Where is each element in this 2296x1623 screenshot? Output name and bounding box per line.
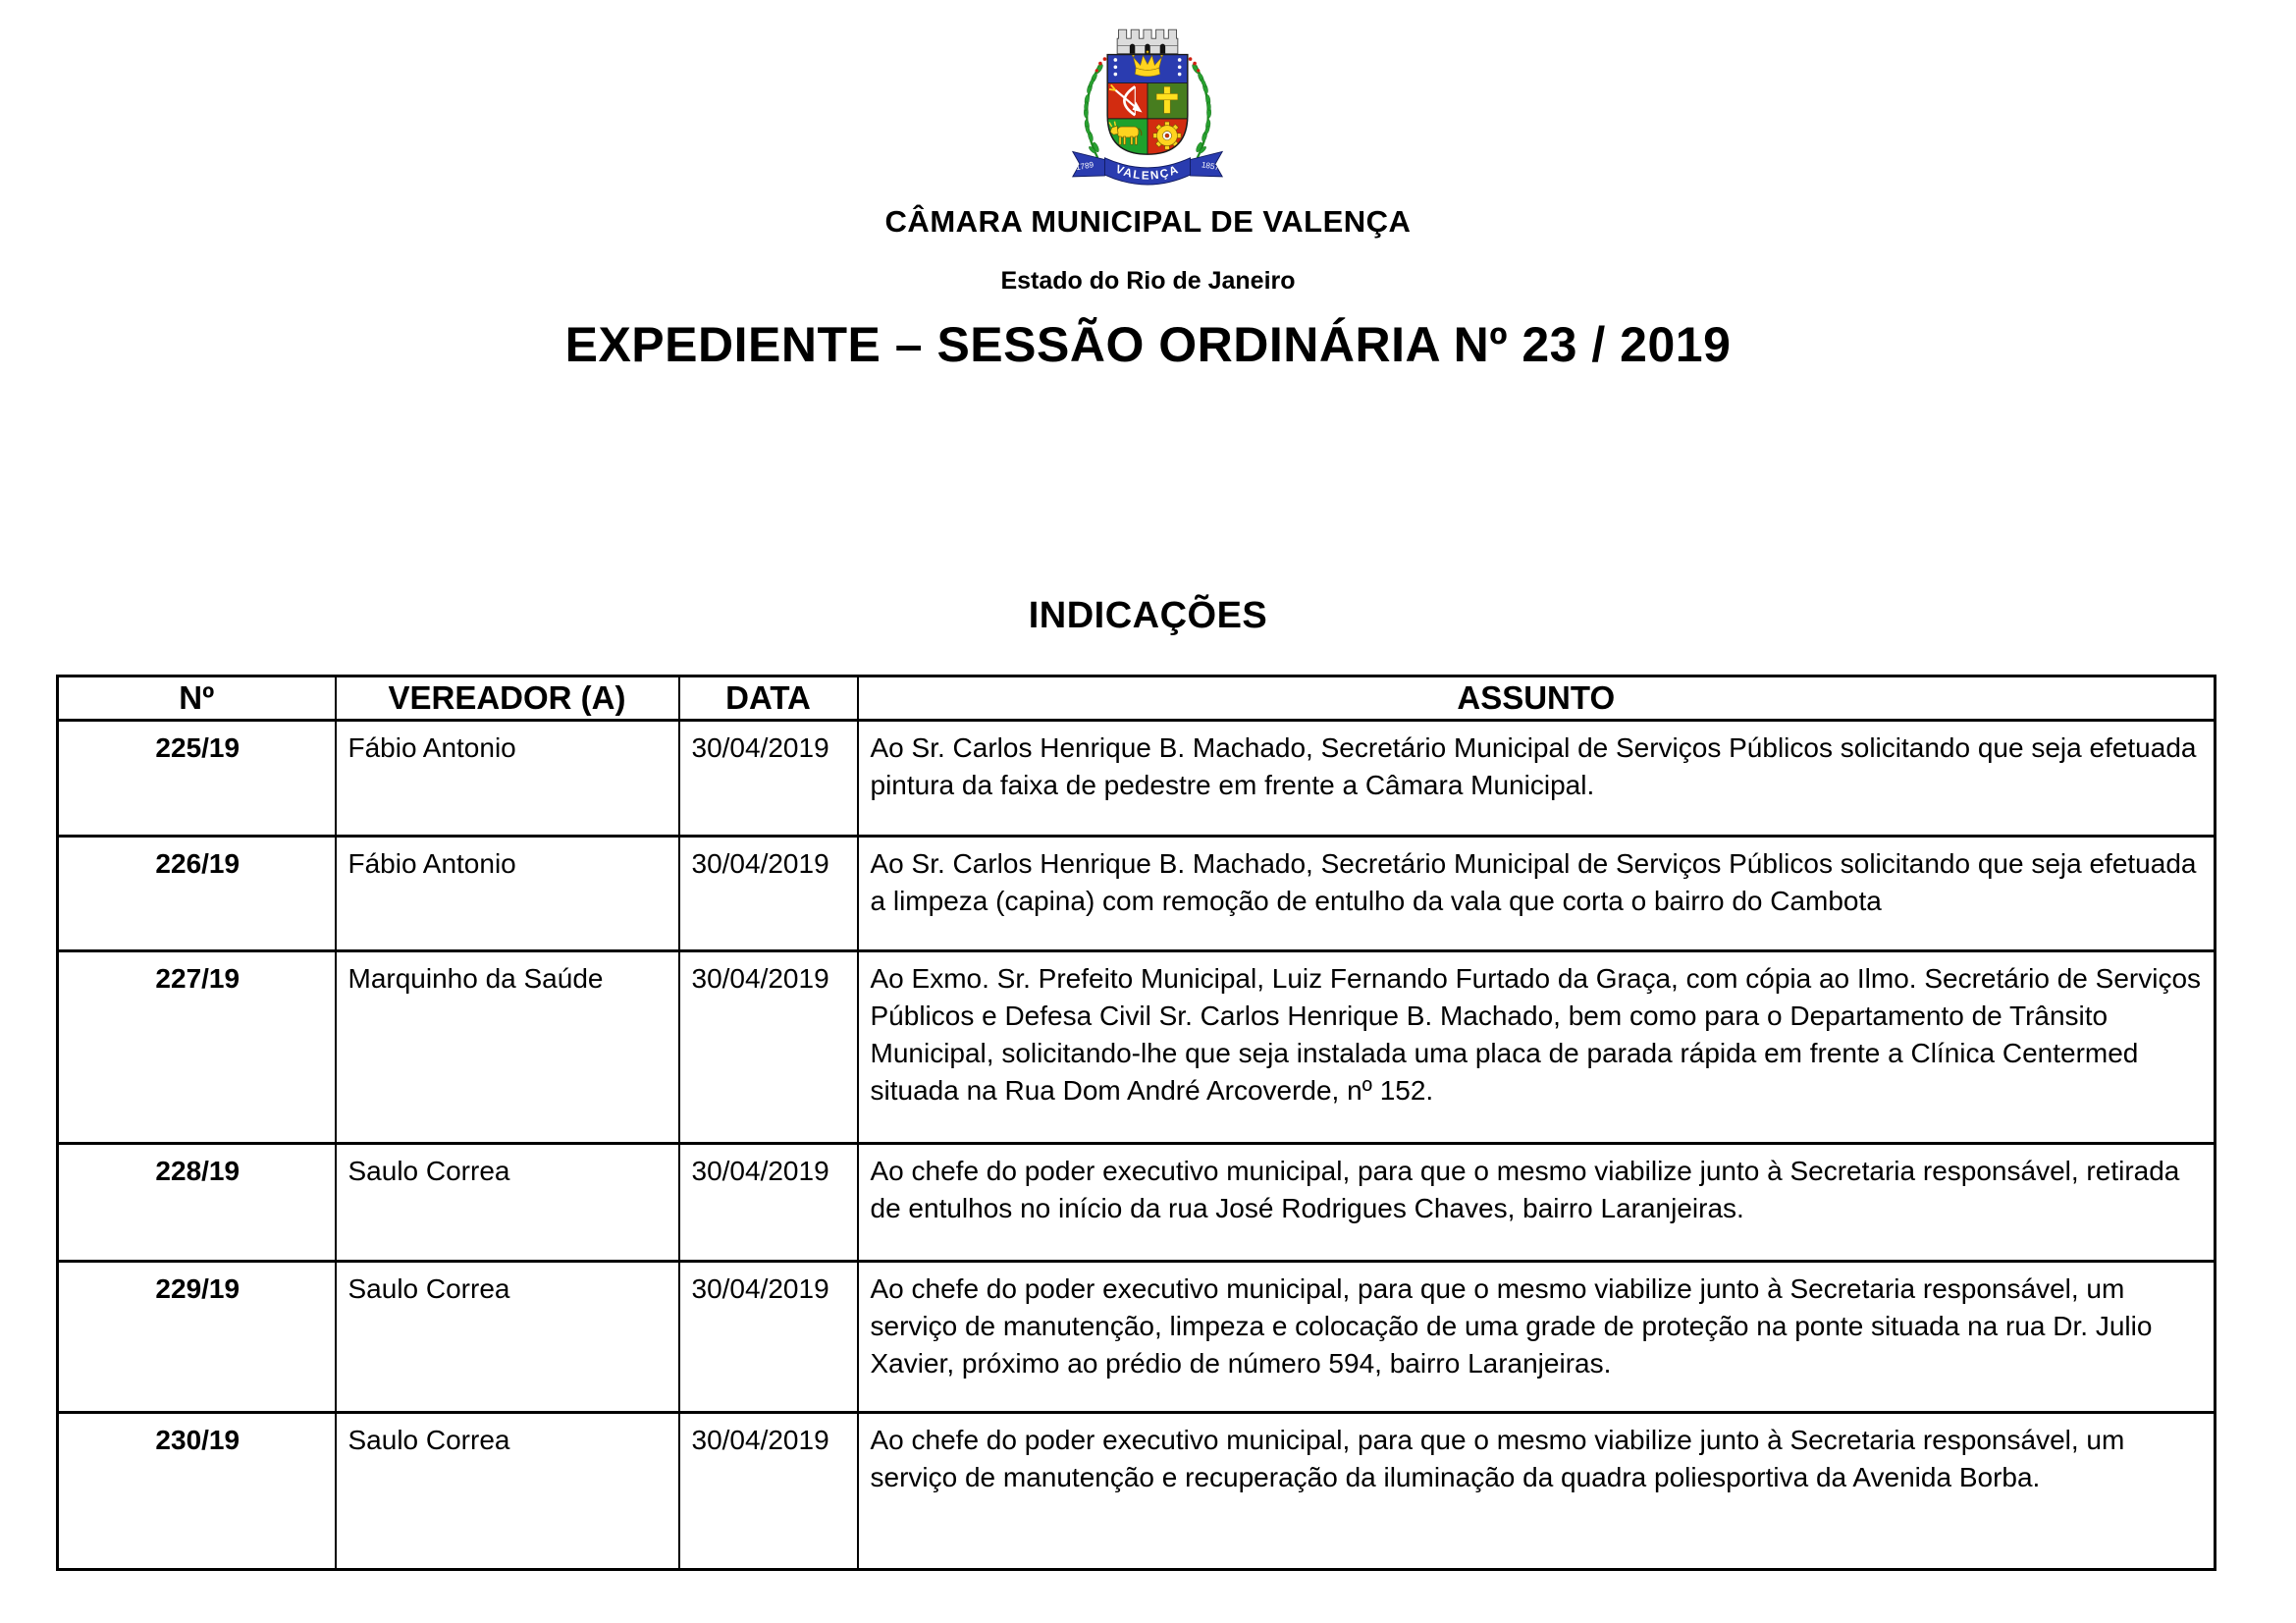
- table-header-row: [58, 676, 2216, 721]
- laurel-branch-right: [1188, 57, 1210, 158]
- numero-cell: 229/19: [58, 1262, 336, 1413]
- table-row: [58, 837, 2216, 951]
- org-name: CÂMARA MUNICIPAL DE VALENÇA: [884, 204, 1412, 239]
- document-title: EXPEDIENTE – SESSÃO ORDINÁRIA Nº 23 / 2019: [564, 317, 1732, 372]
- numero-cell: 226/19: [58, 837, 336, 951]
- indicacoes-table: [56, 675, 2216, 1571]
- ribbon-year-left: 1789: [1074, 160, 1095, 173]
- assunto-cell: Ao Sr. Carlos Henrique B. Machado, Secretário Municipal de Serviços Públicos solicitando que seja efetuada a limpeza (capina) com remoção de entulho da vala que corta o bairro do Cambota: [858, 837, 2216, 951]
- table-row: [58, 951, 2216, 1144]
- vereador-cell: Saulo Correa: [336, 1262, 679, 1413]
- data-cell: 30/04/2019: [679, 1413, 858, 1570]
- vereador-cell: Saulo Correa: [336, 1144, 679, 1262]
- section-title: INDICAÇÕES: [1028, 595, 1268, 636]
- laurel-branch-left: [1084, 57, 1106, 158]
- data-cell: 30/04/2019: [679, 1262, 858, 1413]
- table-row: [58, 721, 2216, 837]
- data-cell: 30/04/2019: [679, 721, 858, 837]
- col-header-assunto: ASSUNTO: [858, 676, 2216, 721]
- numero-cell: 230/19: [58, 1413, 336, 1570]
- ribbon-year-right: 1857: [1200, 160, 1220, 173]
- vereador-cell: Marquinho da Saúde: [336, 951, 679, 1144]
- data-cell: 30/04/2019: [679, 837, 858, 951]
- numero-cell: 225/19: [58, 721, 336, 837]
- col-header-numero: Nº: [58, 676, 336, 721]
- table-row: [58, 1262, 2216, 1413]
- coat-of-arms: [1058, 12, 1237, 194]
- col-header-vereador: VEREADOR (A): [336, 676, 679, 721]
- numero-cell: 227/19: [58, 951, 336, 1144]
- ribbon-text: VALENÇA: [1113, 162, 1181, 183]
- org-subtitle: Estado do Rio de Janeiro: [1000, 267, 1296, 295]
- vereador-cell: Fábio Antonio: [336, 721, 679, 837]
- mural-crown-icon: [1117, 29, 1178, 53]
- data-cell: 30/04/2019: [679, 1144, 858, 1262]
- assunto-cell: Ao Sr. Carlos Henrique B. Machado, Secretário Municipal de Serviços Públicos solicitando que seja efetuada pintura da faixa de pedestre em frente a Câmara Municipal.: [858, 721, 2216, 837]
- assunto-cell: Ao chefe do poder executivo municipal, para que o mesmo viabilize junto à Secretaria responsável, um serviço de manutenção, limpeza e colocação de uma grade de proteção na ponte situada na rua Dr. Julio Xavier, próximo ao prédio de número 594, bairro Laranjeiras.: [858, 1262, 2216, 1413]
- ribbon: [1072, 151, 1221, 185]
- assunto-cell: Ao chefe do poder executivo municipal, para que o mesmo viabilize junto à Secretaria responsável, retirada de entulhos no início da rua José Rodrigues Chaves, bairro Laranjeiras.: [858, 1144, 2216, 1262]
- table-row: [58, 1144, 2216, 1262]
- assunto-cell: Ao Exmo. Sr. Prefeito Municipal, Luiz Fernando Furtado da Graça, com cópia ao Ilmo. Secretário de Serviços Públicos e Defesa Civil Sr. Carlos Henrique B. Machado, bem como para o Departamento de Trânsito Municipal, solicitando-lhe que seja instalada uma placa de parada rápida em frente a Clínica Centermed situada na Rua Dom André Arcoverde, nº 152.: [858, 951, 2216, 1144]
- assunto-cell: Ao chefe do poder executivo municipal, para que o mesmo viabilize junto à Secretaria responsável, um serviço de manutenção e recuperação da iluminação da quadra poliesportiva da Avenida Borba.: [858, 1413, 2216, 1570]
- col-header-data: DATA: [679, 676, 858, 721]
- numero-cell: 228/19: [58, 1144, 336, 1262]
- table-row: [58, 1413, 2216, 1570]
- data-cell: 30/04/2019: [679, 951, 858, 1144]
- vereador-cell: Saulo Correa: [336, 1413, 679, 1570]
- vereador-cell: Fábio Antonio: [336, 837, 679, 951]
